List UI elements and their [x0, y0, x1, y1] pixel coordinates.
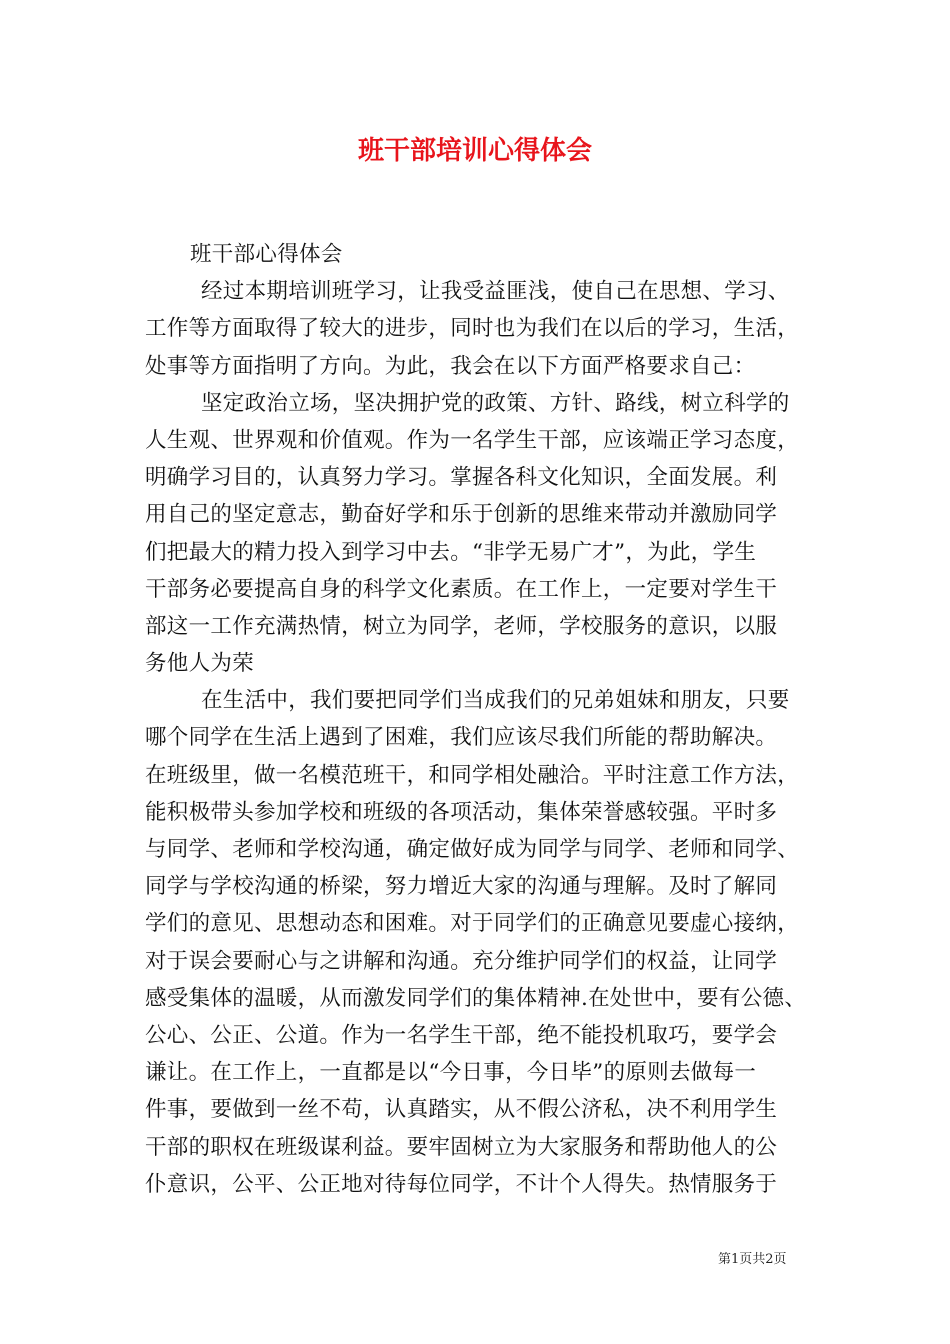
paragraph-line: 坚定政治立场，坚决拥护党的政策、方针、路线，树立科学的 [201, 390, 790, 416]
paragraph-line: 学们的意见、思想动态和困难。对于同学们的正确意见要虚心接纳， [145, 911, 800, 937]
paragraph-line: 工作等方面取得了较大的进步，同时也为我们在以后的学习，生活， [145, 316, 800, 342]
paragraph-line: 仆意识，公平、公正地对待每位同学，不计个人得失。热情服务于 [145, 1171, 778, 1197]
paragraph-line: 公心、公正、公道。作为一名学生干部，绝不能投机取巧，要学会 [145, 1022, 778, 1048]
paragraph-line: 件事，要做到一丝不苟，认真踏实，从不假公济私，决不利用学生 [145, 1097, 778, 1123]
document-body [145, 236, 825, 1203]
paragraph-line: 们把最大的精力投入到学习中去。“非学无易广才”，为此，学生 [145, 539, 757, 565]
page-number: 第1页共2页 [718, 1252, 787, 1267]
document-subtitle: 班干部心得体会 [190, 242, 343, 267]
paragraph-line: 在班级里，做一名模范班干，和同学相处融洽。平时注意工作方法， [145, 762, 800, 788]
paragraph-line: 经过本期培训班学习，让我受益匪浅，使自己在思想、学习、 [201, 279, 790, 305]
paragraph-line: 干部务必要提高自身的科学文化素质。在工作上，一定要对学生干 [145, 576, 778, 602]
paragraph-line: 感受集体的温暖，从而激发同学们的集体精神.在处世中，要有公德、 [145, 985, 807, 1011]
paragraph-line: 对于误会要耐心与之讲解和沟通。充分维护同学们的权益，让同学 [145, 948, 778, 974]
paragraph-line: 明确学习目的，认真努力学习。掌握各科文化知识，全面发展。利 [145, 465, 778, 491]
paragraph-line: 与同学、老师和学校沟通，确定做好成为同学与同学、老师和同学、 [145, 837, 800, 862]
paragraph-line: 谦让。在工作上，一直都是以“今日事，今日毕”的原则去做每一 [145, 1060, 757, 1086]
paragraph-line: 哪个同学在生活上遇到了困难，我们应该尽我们所能的帮助解决。 [145, 725, 778, 751]
document-title: 班干部培训心得体会 [357, 136, 592, 166]
paragraph-line: 同学与学校沟通的桥梁，努力增近大家的沟通与理解。及时了解同 [145, 874, 778, 900]
paragraph-line: 人生观、世界观和价值观。作为一名学生干部，应该端正学习态度， [145, 427, 800, 453]
paragraph-line: 能积极带头参加学校和班级的各项活动，集体荣誉感较强。平时多 [145, 799, 778, 825]
paragraph-line: 部这一工作充满热情，树立为同学，老师，学校服务的意识，以服 [145, 613, 778, 639]
paragraph-line: 用自己的坚定意志，勤奋好学和乐于创新的思维来带动并激励同学 [145, 502, 778, 528]
paragraph-line: 处事等方面指明了方向。为此，我会在以下方面严格要求自己： [145, 353, 756, 379]
paragraph-line: 务他人为荣 [145, 651, 255, 677]
paragraph-line: 在生活中，我们要把同学们当成我们的兄弟姐妹和朋友，只要 [201, 688, 790, 714]
paragraph-line: 干部的职权在班级谋利益。要牢固树立为大家服务和帮助他人的公 [145, 1134, 778, 1160]
